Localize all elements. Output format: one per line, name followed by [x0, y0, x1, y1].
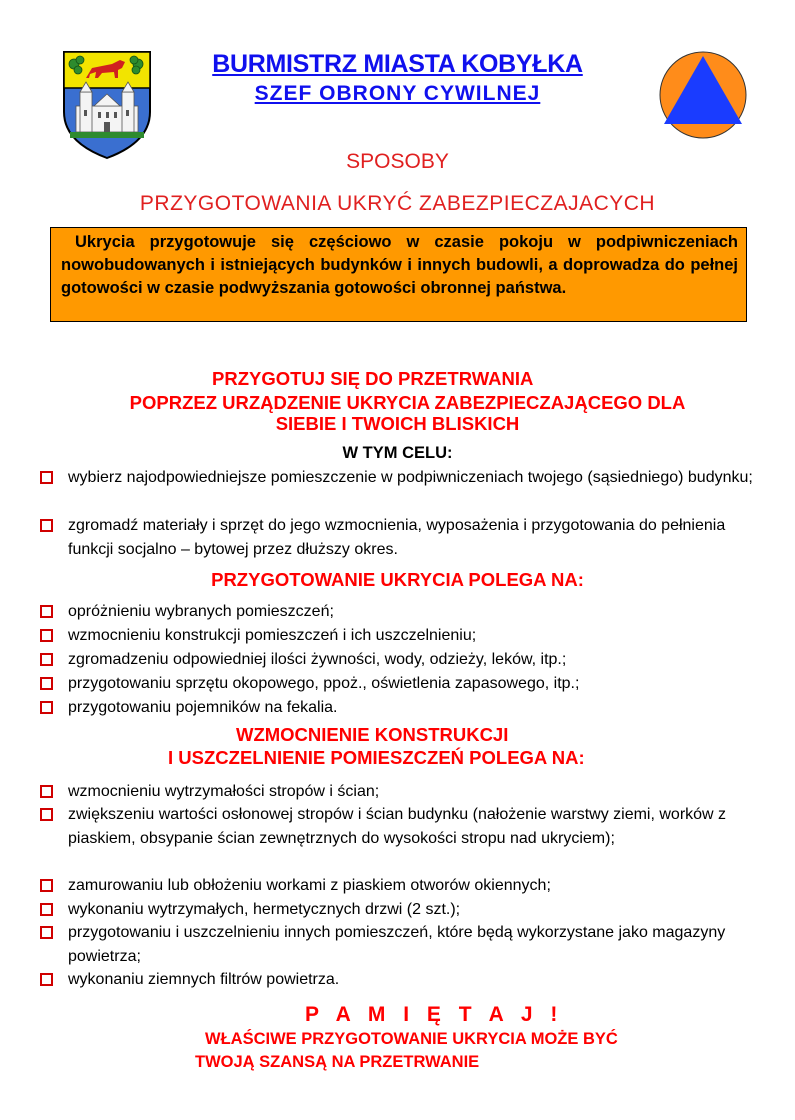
checkbox-bullet-icon: [40, 701, 53, 714]
heading-przygotowania: PRZYGOTOWANIA UKRYĆ ZABEZPIECZAJACYCH: [139, 192, 656, 215]
list-item: zwiększeniu wartości osłonowej stropów i ścian budynku (nałożenie warstwy ziemi, worków z piaskiem, obsypanie ścian zewnętrznych do wysokości stropu nad ukryciem);: [40, 803, 760, 851]
list-item: wykonaniu ziemnych filtrów powietrza.: [40, 968, 760, 992]
list-item: przygotowaniu sprzętu okopowego, ppoż., oświetlenia zapasowego, itp.;: [40, 672, 760, 696]
list-item: zgromadź materiały i sprzęt do jego wzmocnienia, wyposażenia i przygotowania do pełnienia funkcji socjalno – bytowej przez dłuższy okres.: [40, 514, 760, 562]
footer-line1: WŁAŚCIWE PRZYGOTOWANIE UKRYCIA MOŻE BYĆ: [205, 1030, 618, 1048]
list-item: wzmocnieniu wytrzymałości stropów i ścian;: [40, 780, 760, 804]
page-title: BURMISTRZ MIASTA KOBYŁKA: [212, 50, 583, 78]
section1-heading-line2: POPRZEZ URZĄDZENIE UKRYCIA ZABEZPIECZAJĄCEGO DLA: [129, 392, 686, 413]
list-item: wykonaniu wytrzymałych, hermetycznych drzwi (2 szt.);: [40, 898, 760, 922]
list-item: wybierz najodpowiedniejsze pomieszczenie w podpiwniczeniach twojego (sąsiedniego) budynku;: [40, 466, 760, 490]
pamietaj-heading: P A M I Ę T A J !: [305, 1003, 564, 1026]
checkbox-bullet-icon: [40, 785, 53, 798]
section2-heading: PRZYGOTOWANIE UKRYCIA POLEGA NA:: [211, 569, 584, 590]
heading-sposoby: SPOSOBY: [346, 150, 449, 173]
checkbox-bullet-icon: [40, 879, 53, 892]
section1-heading-line3: SIEBIE I TWOICH BLISKICH: [275, 413, 520, 434]
section1-heading-line1: PRZYGOTUJ SIĘ DO PRZETRWANIA: [212, 368, 534, 389]
list-item: przygotowaniu pojemników na fekalia.: [40, 696, 760, 720]
checkbox-bullet-icon: [40, 808, 53, 821]
footer-line2: TWOJĄ SZANSĄ NA PRZETRWANIE: [195, 1053, 480, 1071]
list-item: przygotowaniu i uszczelnieniu innych pomieszczeń, które będą wykorzystane jako magazyny powietrza;: [40, 921, 760, 969]
page-subtitle: SZEF OBRONY CYWILNEJ: [254, 82, 541, 105]
section3-heading-line1: WZMOCNIENIE KONSTRUKCJI: [236, 724, 509, 745]
checkbox-bullet-icon: [40, 973, 53, 986]
checkbox-bullet-icon: [40, 903, 53, 916]
checkbox-bullet-icon: [40, 677, 53, 690]
checkbox-bullet-icon: [40, 653, 53, 666]
checkbox-bullet-icon: [40, 519, 53, 532]
list-item: zgromadzeniu odpowiedniej ilości żywności, wody, odzieży, leków, itp.;: [40, 648, 760, 672]
checkbox-bullet-icon: [40, 605, 53, 618]
list-item: zamurowaniu lub obłożeniu workami z piaskiem otworów okiennych;: [40, 874, 760, 898]
list-item: wzmocnieniu konstrukcji pomieszczeń i ich uszczelnieniu;: [40, 624, 760, 648]
checkbox-bullet-icon: [40, 471, 53, 484]
list-item: opróżnieniu wybranych pomieszczeń;: [40, 600, 760, 624]
section3-heading-line2: I USZCZELNIENIE POMIESZCZEŃ POLEGA NA:: [168, 747, 585, 768]
checkbox-bullet-icon: [40, 926, 53, 939]
info-box-text: Ukrycia przygotowuje się częściowo w czasie pokoju w podpiwniczeniach nowobudowanych i istniejących budynków i innych budowli, a doprowadza do pełnej gotowości w czasie podwyższania gotowości obronnej państwa.: [61, 233, 738, 297]
section1-subheading: W TYM CELU:: [342, 444, 453, 462]
checkbox-bullet-icon: [40, 629, 53, 642]
info-box: [50, 227, 747, 322]
